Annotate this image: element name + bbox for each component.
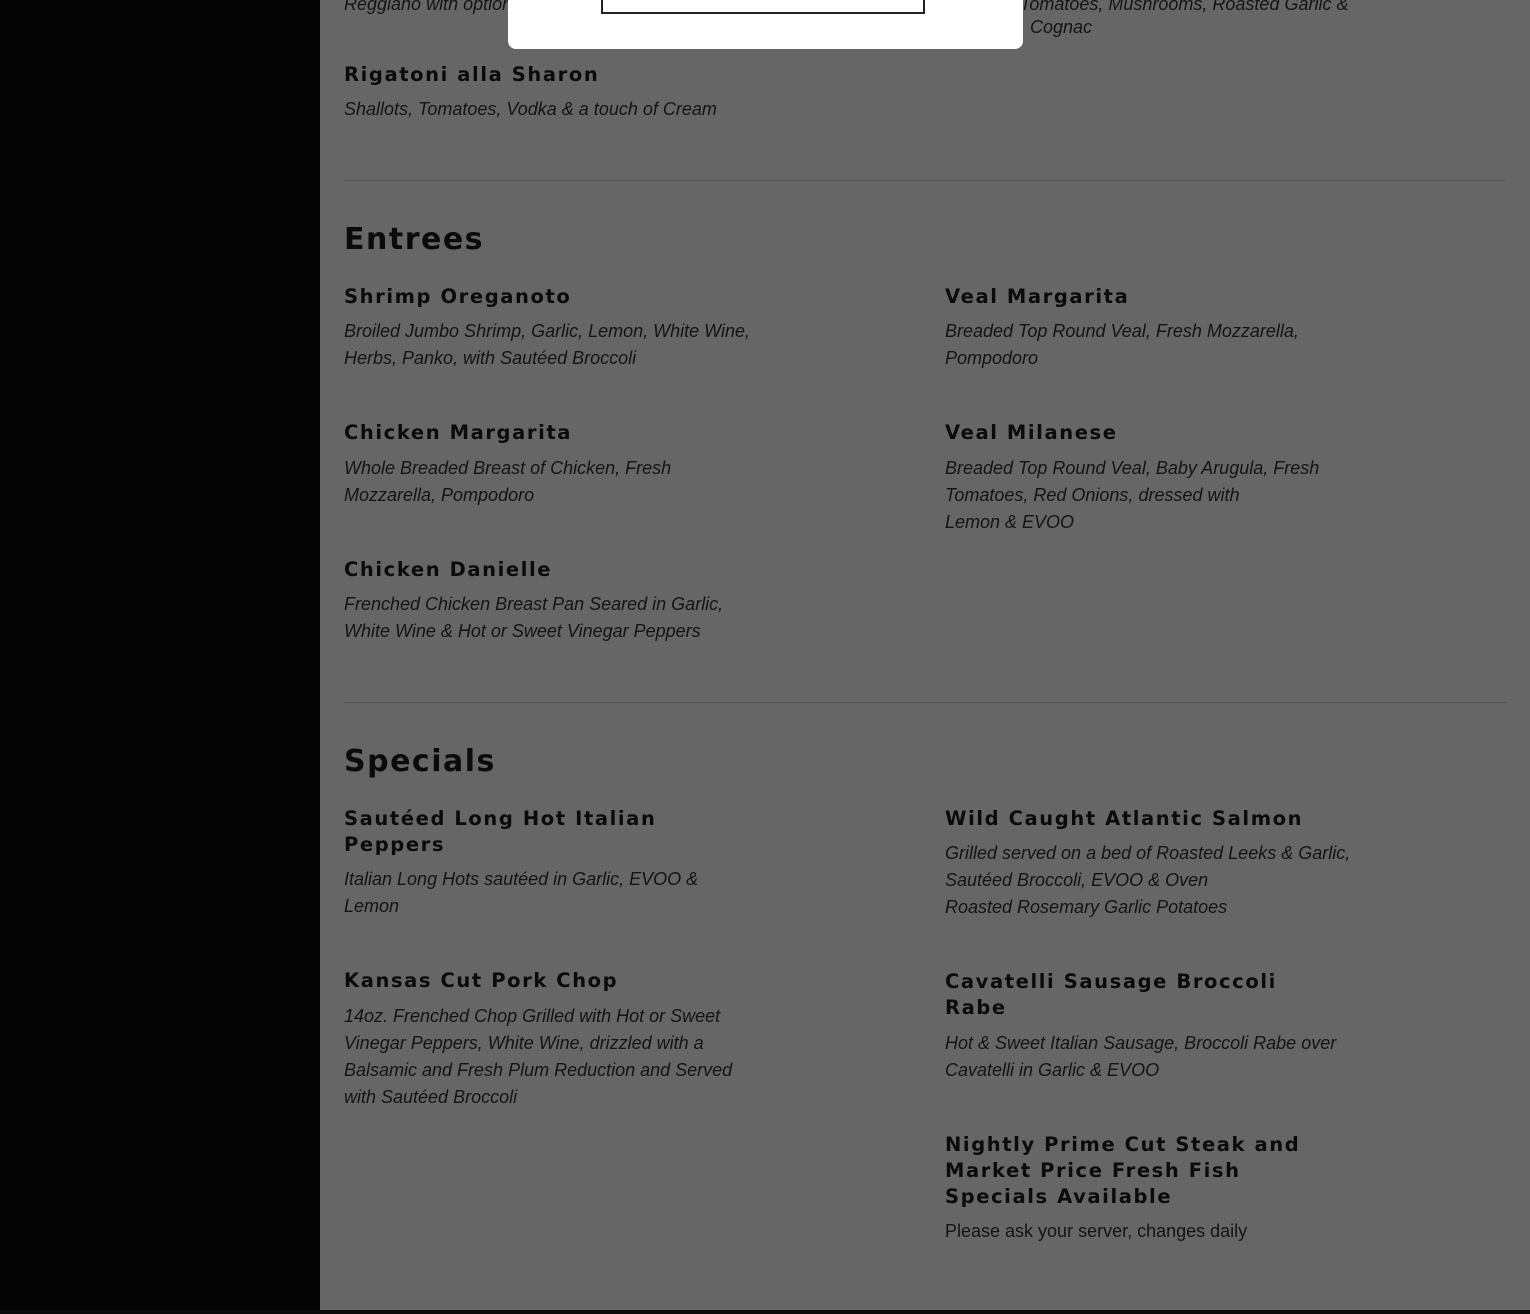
footer-strip (0, 1310, 1530, 1314)
modal-button[interactable] (601, 0, 925, 14)
modal-dialog (508, 0, 1023, 49)
